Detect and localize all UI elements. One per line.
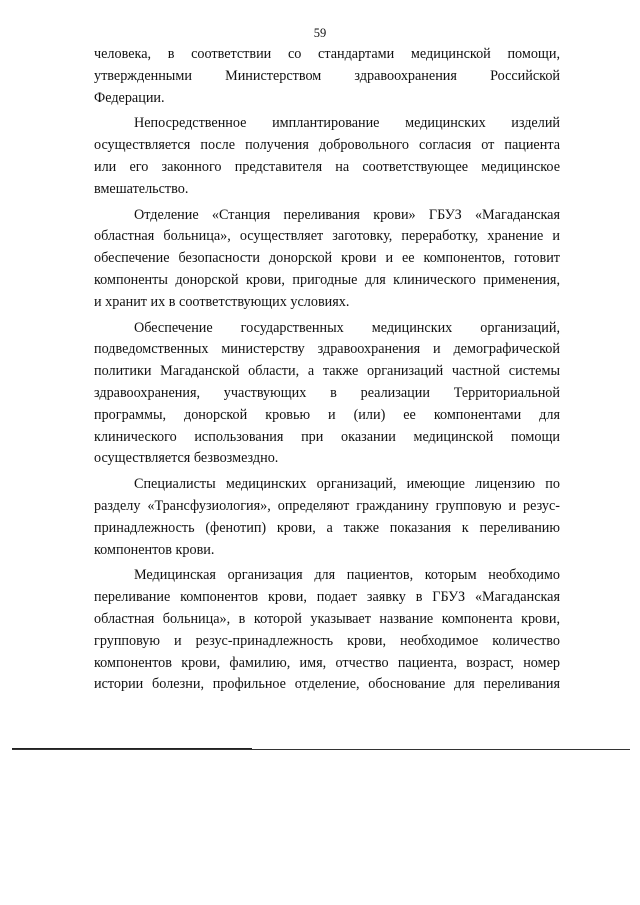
text-line: разделу «Трансфузиология», определяют гражданину групповую и резус- (94, 497, 560, 514)
text-line: переливание компонентов крови, подает заявку в ГБУЗ «Магаданская (94, 589, 560, 606)
document-body (94, 44, 560, 700)
text-line: Специалисты медицинских организаций, имеющие лицензию по (134, 476, 560, 493)
paragraph (94, 44, 560, 109)
text-line: компонентов крови. (94, 541, 215, 558)
text-line: Непосредственное имплантирование медицинских изделий (134, 115, 560, 132)
paragraph (94, 565, 560, 696)
page-number: 59 (313, 26, 327, 40)
paragraph (94, 113, 560, 200)
paragraph (94, 205, 560, 314)
paragraph (94, 318, 560, 471)
text-line: Обеспечение государственных медицинских организаций, (134, 319, 560, 336)
text-line: или его законного представителя на соответствующее медицинское (94, 158, 560, 175)
text-line: принадлежность (фенотип) крови, а также показания к переливанию (94, 519, 560, 536)
text-line: и хранит их в соответствующих условиях. (94, 293, 350, 310)
text-line: Медицинская организация для пациентов, которым необходимо (134, 567, 560, 584)
text-line: клинического использования при оказании медицинской помощи (94, 428, 560, 445)
footer-rule (12, 749, 630, 750)
text-line: групповую и резус-принадлежность крови, необходимое количество (94, 632, 560, 649)
text-line: программы, донорской кровью и (или) ее компонентами для (94, 406, 560, 423)
paragraph (94, 474, 560, 561)
text-line: политики Магаданской области, а также организаций частной системы (94, 363, 560, 380)
text-line: человека, в соответствии со стандартами медицинской помощи, (94, 46, 560, 62)
text-line: осуществляется безвозмездно. (94, 450, 279, 467)
text-line: здравоохранения, участвующих в реализации Территориальной (94, 384, 560, 401)
text-line: утвержденными Министерством здравоохранения Российской (94, 67, 560, 84)
text-line: вмешательство. (94, 180, 189, 197)
text-line: компоненты донорской крови, пригодные для клинического применения, (94, 271, 560, 288)
text-line: обеспечение безопасности донорской крови и ее компонентов, готовит (94, 250, 560, 267)
text-line: Федерации. (94, 89, 165, 106)
text-line: подведомственных министерству здравоохранения и демографической (94, 341, 560, 358)
text-line: областная больница», в которой указывает название компонента крови, (94, 610, 560, 627)
text-line: Отделение «Станция переливания крови» ГБУЗ «Магаданская (134, 206, 560, 223)
text-line: компонентов крови, фамилию, имя, отчество пациента, возраст, номер (94, 654, 560, 671)
text-line: истории болезни, профильное отделение, обоснование для переливания (94, 676, 560, 693)
text-line: областная больница», осуществляет заготовку, переработку, хранение и (94, 228, 560, 245)
text-line: осуществляется после получения добровольного согласия от пациента (94, 137, 560, 154)
